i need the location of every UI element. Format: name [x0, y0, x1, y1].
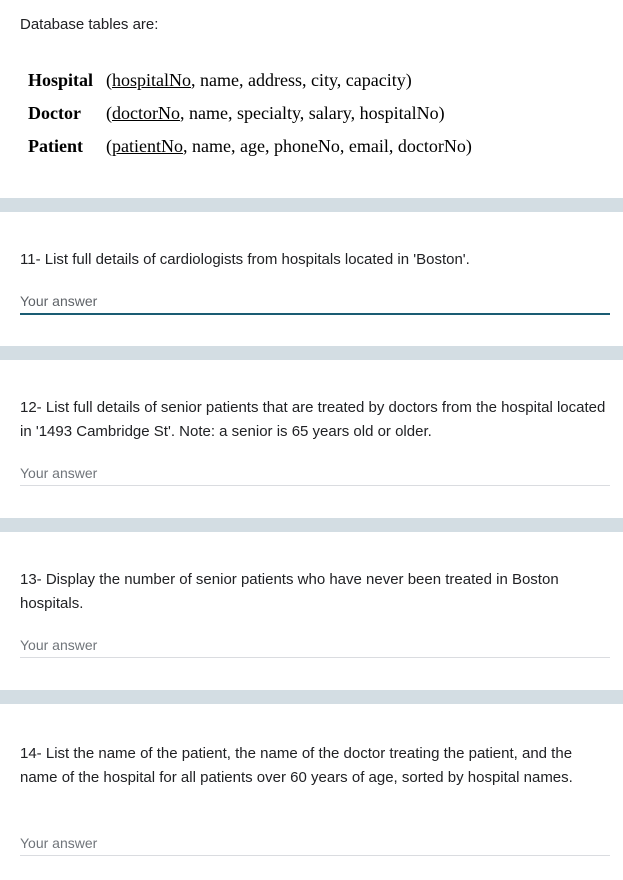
- intro-card: [0, 0, 623, 198]
- table-name: Doctor: [28, 103, 81, 123]
- schema-list: [28, 68, 472, 167]
- question-text: 11- List full details of cardiologists from hospitals located in 'Boston'.: [20, 251, 470, 268]
- question-card-14: [0, 704, 623, 880]
- question-text: 12- List full details of senior patients that are treated by doctors from the hospital located in '1493 Cambridge St'. Note: a senior is 65 years old or older.: [20, 399, 606, 440]
- section-separator: [0, 518, 623, 532]
- section-separator: [0, 690, 623, 704]
- table-columns: (patientNo, name, age, phoneNo, email, doctorNo): [106, 136, 472, 156]
- other-columns: , name, address, city, capacity): [191, 70, 412, 90]
- table-columns: (doctorNo, name, specialty, salary, hospitalNo): [106, 103, 445, 123]
- schema-row-patient: [28, 134, 472, 167]
- answer-input[interactable]: Your answer: [20, 833, 610, 856]
- question-card-13: [0, 532, 623, 690]
- primary-key: doctorNo: [112, 103, 180, 123]
- question-text: 13- Display the number of senior patients who have never been treated in Boston hospitals.: [20, 571, 559, 612]
- answer-input[interactable]: Your answer: [20, 635, 610, 658]
- answer-input[interactable]: Your answer: [20, 463, 610, 486]
- question-text: 14- List the name of the patient, the name of the doctor treating the patient, and the name of the hospital for all patients over 60 years of age, sorted by hospital names.: [20, 745, 573, 786]
- table-columns: (hospitalNo, name, address, city, capacity): [106, 70, 412, 90]
- section-separator: [0, 198, 623, 212]
- other-columns: , name, age, phoneNo, email, doctorNo): [182, 136, 472, 156]
- table-name: Patient: [28, 136, 83, 156]
- intro-title: Database tables are:: [20, 16, 159, 33]
- schema-row-doctor: [28, 101, 472, 134]
- question-card-12: [0, 360, 623, 518]
- section-separator: [0, 346, 623, 360]
- other-columns: , name, specialty, salary, hospitalNo): [179, 103, 445, 123]
- primary-key: patientNo: [112, 136, 183, 156]
- answer-input[interactable]: Your answer: [20, 291, 610, 315]
- primary-key: hospitalNo: [112, 70, 191, 90]
- question-card-11: [0, 212, 623, 346]
- schema-row-hospital: [28, 68, 472, 101]
- table-name: Hospital: [28, 70, 94, 90]
